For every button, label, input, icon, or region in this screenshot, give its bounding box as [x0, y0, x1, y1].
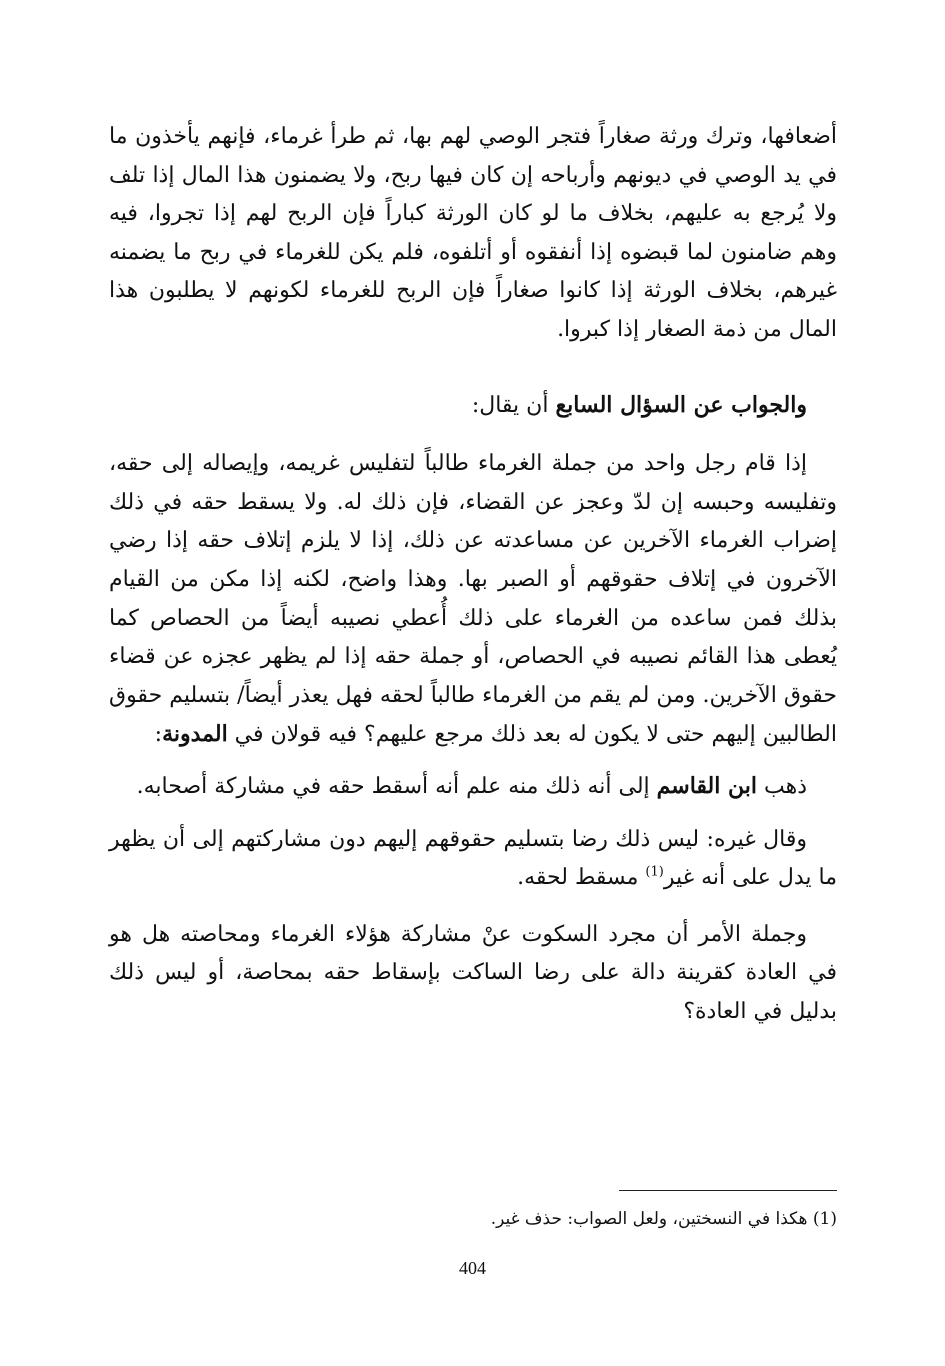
- paragraph-4: [109, 821, 837, 898]
- footnote-divider: [619, 1190, 837, 1191]
- paragraph-3-text: إلى أنه ذلك منه علم أنه أسقط حقه في مشاركة أصحابه.: [136, 773, 657, 799]
- paragraph-5: وجملة الأمر أن مجرد السكوت عنْ مشاركة هؤلاء الغرماء ومحاصته هل هو في العادة كقرينة دالة على رضا الساكت بإسقاط حقه بمحاصة، أو ليس ذلك بدليل في العادة؟: [109, 921, 837, 1024]
- paragraph-1: أضعافها، وترك ورثة صغاراً فتجر الوصي لهم بها، ثم طرأ غرماء، فإنهم يأخذون ما في يد الوصي في ديونهم وأرباحه إن كان فيها ربح، ولا يضمنون هذا المال إذا تلف ولا يُرجع به عليهم، بخلاف ما لو كان الورثة كباراً فإن الربح لهم إذا تجروا، فيه وهم ضامنون لما قبضوه إذا أنفقوه أو أتلفوه، فلم يكن للغرماء في ربح ما يضمنه غيرهم، بخلاف الورثة إذا كانوا صغاراً فإن الربح للغرماء لكونهم لا يطلبون هذا المال من ذمة الصغار إذا كبروا.: [109, 124, 837, 342]
- mudawwana-reference: المدونة: [162, 721, 228, 748]
- paragraph-3-lead: ذهب: [757, 773, 807, 799]
- footnote-marker: (1): [812, 1209, 837, 1229]
- paragraph-4-text: وقال غيره: ليس ذلك رضا بتسليم حقوقهم إليهم دون مشاركتهم إلى أن يظهر ما يدل على أنه غير: [109, 826, 837, 891]
- paragraph-2-colon: :: [154, 722, 163, 748]
- ibn-al-qasim-name: ابن القاسم: [656, 772, 757, 799]
- section-heading: [109, 386, 807, 426]
- footnote-text: هكذا في النسختين، ولعل الصواب: حذف غير.: [490, 1209, 813, 1229]
- paragraph-2-text: إذا قام رجل واحد من جملة الغرماء طالباً لتفليس غريمه، وإيصاله إلى حقه، وتفليسه وحبسه إن لدّ وعجز عن القضاء، فإن ذلك له. ولا يسقط حقه في ذلك إضراب الغرماء الآخرين عن مساعدته عن ذلك، إذا لا يلزم إتلاف حقه إذا رضي الآخرون في إتلاف حقوقهم أو الصبر بها. وهذا واضح، لكنه إذا مكن من القيام بذلك فمن ساعده من الغرماء على ذلك أُعطي نصيبه أيضاً من الحصاص كما يُعطى هذا القائم نصيبه في الحصاص، أو جملة حقه إذا لم يظهر عجزه عن قضاء حقوق الآخرين. ومن لم يقم من الغرماء طالباً لحقه فهل يعذر أيضاً/ بتسليم حقوق الطالبين إليهم حتى لا يكون له بعد ذلك مرجع عليهم؟ فيه قولان في: [109, 451, 837, 748]
- page-content: [109, 118, 837, 1031]
- heading-title: والجواب عن السؤال السابع: [555, 391, 807, 418]
- paragraph-2: [109, 445, 837, 755]
- page-number: 404: [459, 1258, 486, 1278]
- footnote: [109, 1204, 837, 1234]
- footnote-reference: (1): [645, 864, 664, 880]
- paragraph-4-end: مسقط لحقه.: [517, 865, 646, 891]
- heading-suffix: أن يقال:: [471, 392, 556, 418]
- paragraph-3: [109, 767, 837, 807]
